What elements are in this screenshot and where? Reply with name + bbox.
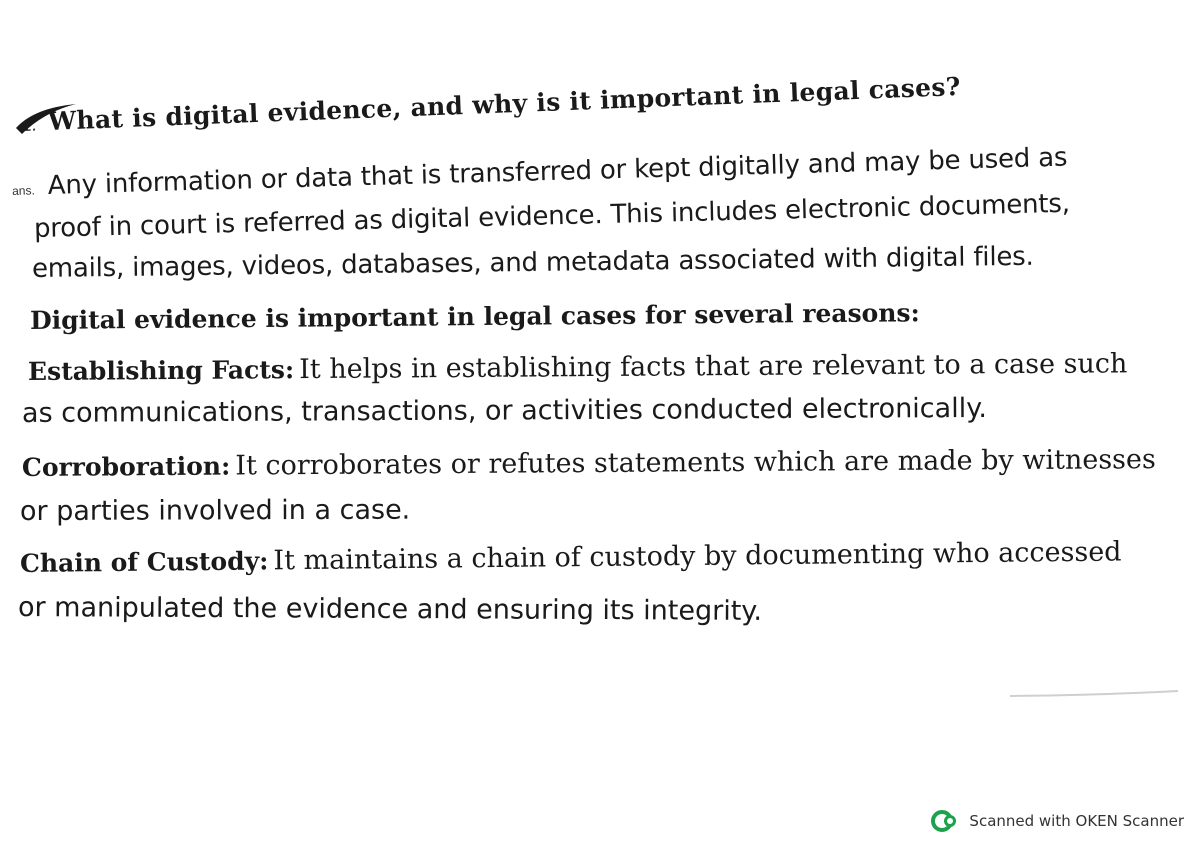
reason-2-line-2 [20,495,410,527]
scanner-watermark [931,810,1184,832]
question-text: What is digital evidence, and why is it important in legal cases? [47,71,962,136]
reason-3-line-1 [20,536,1122,579]
answer-text-line: proof in court is referred as digital evidence. This includes electronic documents, [33,188,1071,244]
answer-text-line: Any information or data that is transferred or kept digitally and may be used as [47,142,1068,201]
reason-2-line-1 [22,444,1156,483]
reasons-heading-text: Digital evidence is important in legal cases for several reasons: [29,298,920,335]
reason-text: It helps in establishing facts that are relevant to a case such [299,348,1128,386]
reason-title: Corroboration: [21,451,231,482]
reason-text: It maintains a chain of custody by documenting who accessed [273,536,1122,577]
page-fold-line [1010,690,1180,698]
reason-title: Establishing Facts: [27,355,295,386]
reason-continuation: or manipulated the evidence and ensuring its integrity. [17,592,763,627]
reason-1-line-2 [22,393,987,429]
scanner-watermark-text: Scanned with OKEN Scanner [969,812,1184,830]
reason-continuation: or parties involved in a case. [19,494,411,527]
reason-title: Chain of Custody: [19,546,269,578]
answer-prefix: ans. [11,183,35,198]
answer-text-line: emails, images, videos, databases, and metadata associated with digital files. [31,241,1034,284]
reason-text: It corroborates or refutes statements which are made by witnesses [235,444,1156,482]
reason-continuation: as communications, transactions, or activities conducted electronically. [21,392,987,429]
reasons-heading [30,298,920,335]
question-line [21,72,961,137]
reason-3-line-2 [18,592,762,627]
reason-1-line-1 [28,348,1128,387]
oken-scanner-logo-icon [931,810,961,832]
question-number: 1. [21,114,38,135]
answer-line-3 [32,242,1034,284]
